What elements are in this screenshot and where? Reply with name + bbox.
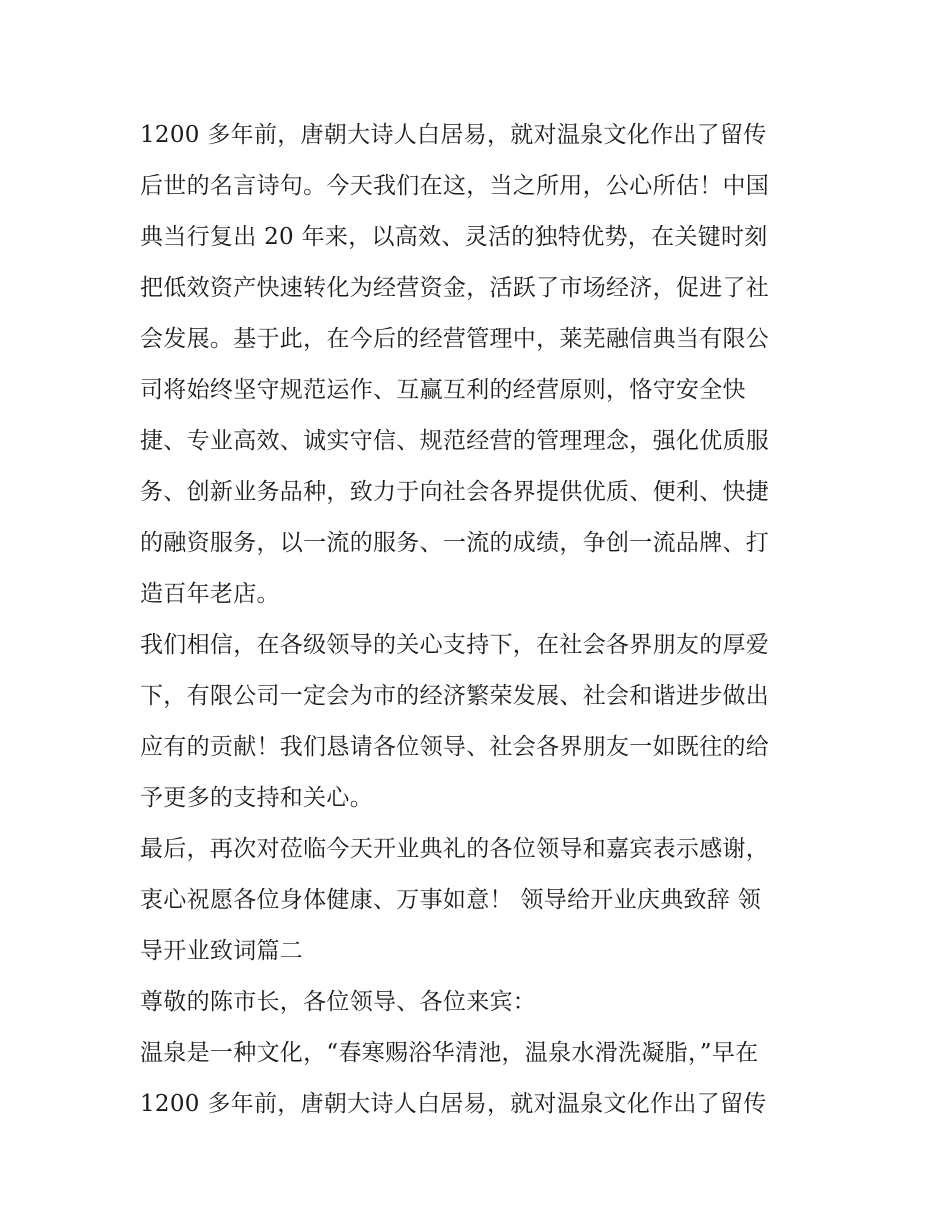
document-body <box>140 110 820 1130</box>
text-line: 务、创新业务品种，致力于向社会各界提供优质、便利、快捷 <box>140 479 770 505</box>
text-line: 典当行复出 20 年来，以高效、灵活的独特优势，在关键时刻 <box>140 224 768 250</box>
text-line: 会发展。基于此，在今后的经营管理中，莱芜融信典当有限公 <box>140 326 770 352</box>
text-line: 的融资服务，以一流的服务、一流的成绩，争创一流品牌、打 <box>140 530 770 556</box>
text-line: 1200 多年前，唐朝大诗人白居易，就对温泉文化作出了留传 <box>140 1091 767 1117</box>
text-line: 衷心祝愿各位身体健康、万事如意！ 领导给开业庆典致辞 领 <box>140 887 762 913</box>
text-line: 应有的贡献！我们恳请各位领导、社会各界朋友一如既往的给 <box>140 734 770 760</box>
text-line: 予更多的支持和关心。 <box>140 785 373 811</box>
text-line: 最后，再次对莅临今天开业典礼的各位领导和嘉宾表示感谢， <box>140 836 770 862</box>
text-line: 下，有限公司一定会为市的经济繁荣发展、社会和谐进步做出 <box>140 683 770 709</box>
text-line: 温泉是一种文化，“春寒赐浴华清池，温泉水滑洗凝脂，”早在 <box>140 1040 759 1066</box>
text-line: 把低效资产快速转化为经营资金，活跃了市场经济，促进了社 <box>140 275 770 301</box>
text-line: 造百年老店。 <box>140 581 280 607</box>
text-line: 捷、专业高效、诚实守信、规范经营的管理理念，强化优质服 <box>140 428 770 454</box>
text-line: 司将始终坚守规范运作、互赢互利的经营原则，恪守安全快 <box>140 377 746 403</box>
text-line: 尊敬的陈市长，各位领导、各位来宾： <box>140 989 537 1015</box>
text-line: 我们相信，在各级领导的关心支持下，在社会各界朋友的厚爱 <box>140 632 770 658</box>
text-line: 导开业致词篇二 <box>140 938 304 964</box>
text-line: 1200 多年前，唐朝大诗人白居易，就对温泉文化作出了留传 <box>140 122 767 148</box>
text-line: 后世的名言诗句。今天我们在这，当之所用，公心所估！中国 <box>140 173 770 199</box>
